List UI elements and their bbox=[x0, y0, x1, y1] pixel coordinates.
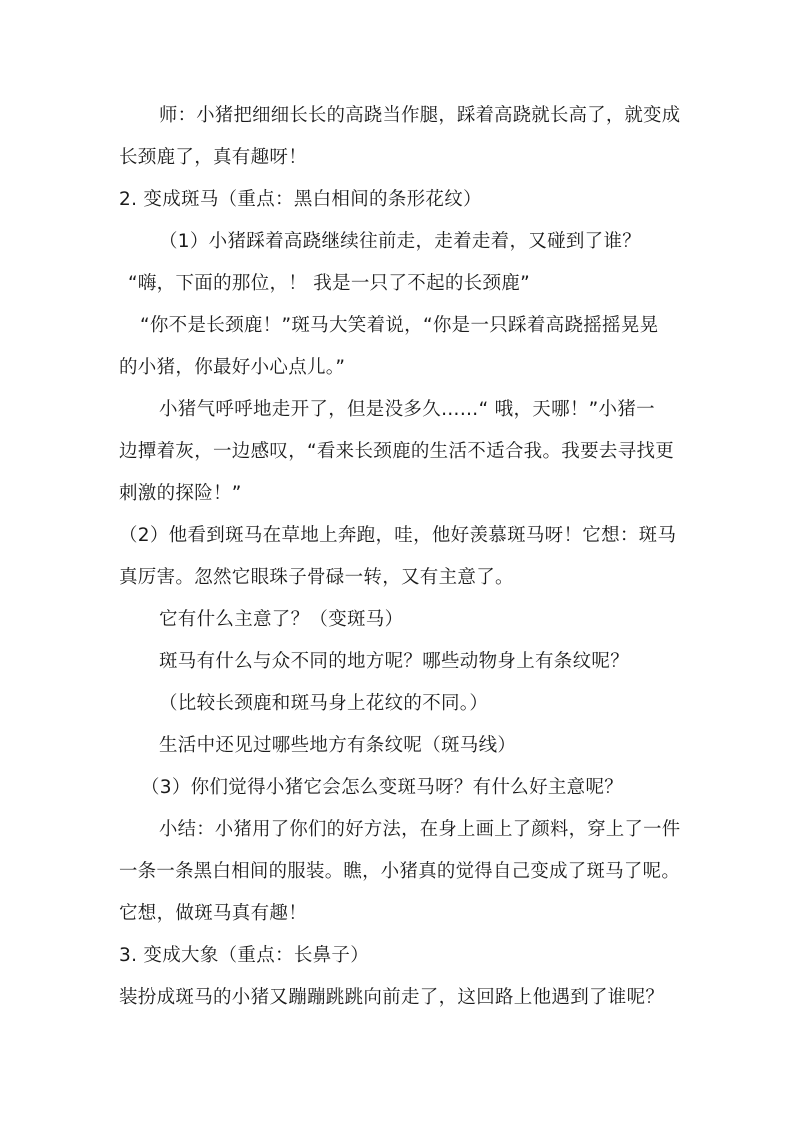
text-line: 师：小猪把细细长长的高跷当作腿，踩着高跷就长高了，就变成 bbox=[159, 105, 681, 126]
text-line: 长颈鹿了，真有趣呀！ bbox=[119, 147, 308, 168]
text-line: 生活中还见过哪些地方有条纹呢（斑马线） bbox=[159, 735, 517, 756]
text-line: 边撢着灰，一边感叹，“看来长颈鹿的生活不适合我。我要去寻找更 bbox=[119, 441, 675, 462]
text-line: 的小猪，你最好小心点儿。” bbox=[119, 357, 346, 378]
section-heading: 2. 变成斑马（重点：黑白相间的条形花纹） bbox=[119, 189, 482, 210]
text-line: （1）小猪踩着高跷继续往前走，走着走着，又碰到了谁？ bbox=[159, 231, 642, 252]
text-line: 刺激的探险！” bbox=[119, 483, 242, 504]
text-line: “你不是长颈鹿！”斑马大笑着说，“你是一只踩着高跷摇摇晃晃 bbox=[140, 315, 659, 336]
text-line: （2）他看到斑马在草地上奔跑，哇，他好羡慕斑马呀！它想：斑马 bbox=[119, 525, 677, 546]
text-line: 小结：小猪用了你们的好方法，在身上画上了颜料，穿上了一件 bbox=[159, 819, 681, 840]
text-line: 它有什么主意了？（变斑马） bbox=[159, 609, 404, 630]
text-line: 一条一条黑白相间的服装。瞧，小猪真的觉得自己变成了斑马了呢。 bbox=[119, 861, 681, 882]
section-heading: 3. 变成大象（重点：长鼻子） bbox=[119, 945, 370, 966]
text-line: （比较长颈鹿和斑马身上花纹的不同。） bbox=[159, 693, 489, 714]
text-line: 它想，做斑马真有趣！ bbox=[119, 903, 308, 924]
text-line: （3）你们觉得小猪它会怎么变斑马呀？有什么好主意呢？ bbox=[141, 777, 624, 798]
text-line: 真厉害。忽然它眼珠子骨碌一转，又有主意了。 bbox=[119, 567, 514, 588]
text-line: 斑马有什么与众不同的地方呢？哪些动物身上有条纹呢？ bbox=[159, 651, 630, 672]
text-line: 装扮成斑马的小猪又蹦蹦跳跳向前走了，这回路上他遇到了谁呢？ bbox=[119, 987, 665, 1008]
text-line: “嗨，下面的那位，！ 我是一只了不起的长颈鹿” bbox=[128, 273, 530, 294]
text-line: 小猪气呼呼地走开了，但是没多久……“ 哦，天哪！”小猪一 bbox=[159, 399, 655, 420]
